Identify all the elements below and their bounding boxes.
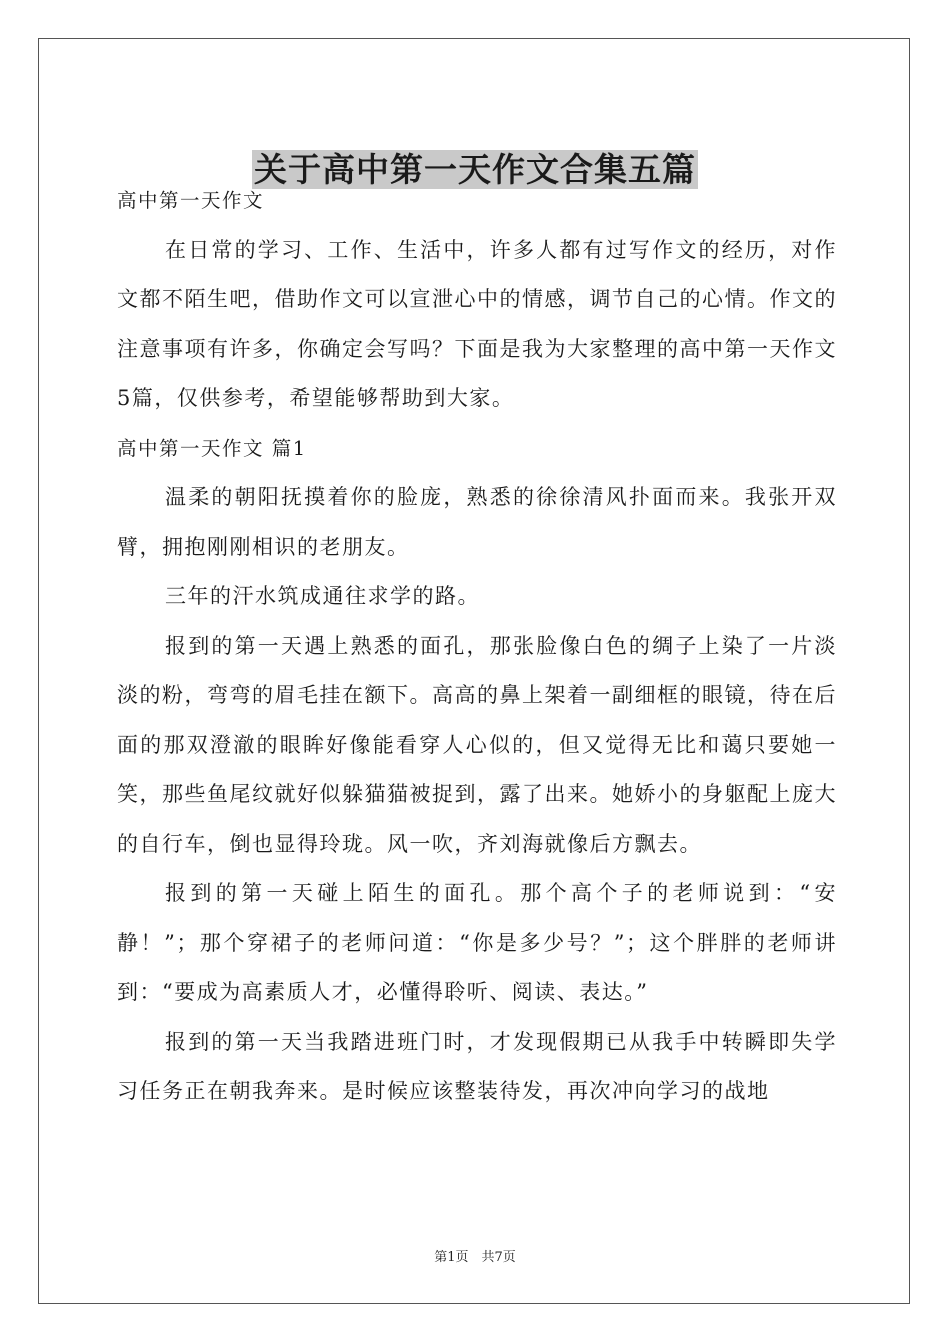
intro-heading: 高中第一天作文	[117, 189, 265, 212]
page-number: 第1页 共7页	[434, 1250, 516, 1265]
document-body	[117, 176, 837, 1117]
body-paragraph-3: 报到的第一天遇上熟悉的面孔，那张脸像白色的绸子上染了一片淡淡的粉，弯弯的眉毛挂在额下。高高的鼻上架着一副细框的眼镜，待在后面的那双澄澈的眼眸好像能看穿人心似的，但又觉得无比和蔼只要她一笑，那些鱼尾纹就好似躲猫猫被捉到，露了出来。她娇小的身躯配上庞大的自行车，倒也显得玲珑。风一吹，齐刘海就像后方飘去。	[117, 633, 837, 856]
body-paragraph-2: 三年的汗水筑成通往求学的路。	[165, 584, 480, 608]
section-heading: 高中第一天作文 篇1	[117, 436, 307, 460]
body-paragraph-1: 温柔的朝阳抚摸着你的脸庞，熟悉的徐徐清风扑面而来。我张开双臂，拥抱刚刚相识的老朋友。	[117, 485, 837, 559]
intro-paragraph: 在日常的学习、工作、生活中，许多人都有过写作文的经历，对作文都不陌生吧，借助作文可以宣泄心中的情感，调节自己的心情。作文的注意事项有许多，你确定会写吗？下面是我为大家整理的高中第一天作文5篇，仅供参考，希望能够帮助到大家。	[117, 237, 837, 410]
document-title-text: 关于高中第一天作文合集五篇	[254, 150, 696, 190]
body-paragraph-4: 报到的第一天碰上陌生的面孔。那个高个子的老师说到：“安静！”；那个穿裙子的老师问道：“你是多少号？”；这个胖胖的老师讲到：“要成为高素质人才，必懂得聆听、阅读、表达。”	[117, 881, 837, 1004]
page-footer	[0, 1250, 950, 1266]
body-paragraph-5: 报到的第一天当我踏进班门时，才发现假期已从我手中转瞬即失学习任务正在朝我奔来。是时候应该整装待发，再次冲向学习的战地	[117, 1029, 837, 1103]
